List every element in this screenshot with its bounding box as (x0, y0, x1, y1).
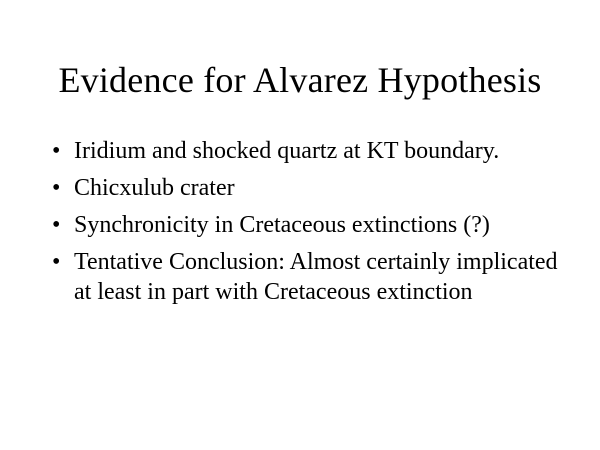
bullet-text: Tentative Conclusion: Almost certainly implicated at least in part with Cretaceous extinction (74, 249, 558, 305)
bullet-item (50, 136, 570, 166)
bullet-item (50, 173, 570, 203)
bullet-item (50, 210, 570, 240)
slide-title: Evidence for Alvarez Hypothesis (58, 60, 542, 100)
bullet-text: Chicxulub crater (74, 175, 235, 201)
bullet-dot-icon: • (52, 138, 61, 164)
bullet-dot-icon: • (52, 175, 61, 201)
bullet-item (50, 247, 570, 307)
bullet-text: Synchronicity in Cretaceous extinctions (?) (74, 212, 490, 238)
bullet-dot-icon: • (52, 249, 61, 275)
bullet-list (50, 136, 570, 314)
bullet-dot-icon: • (52, 212, 61, 238)
bullet-text: Iridium and shocked quartz at KT boundary. (74, 138, 500, 164)
